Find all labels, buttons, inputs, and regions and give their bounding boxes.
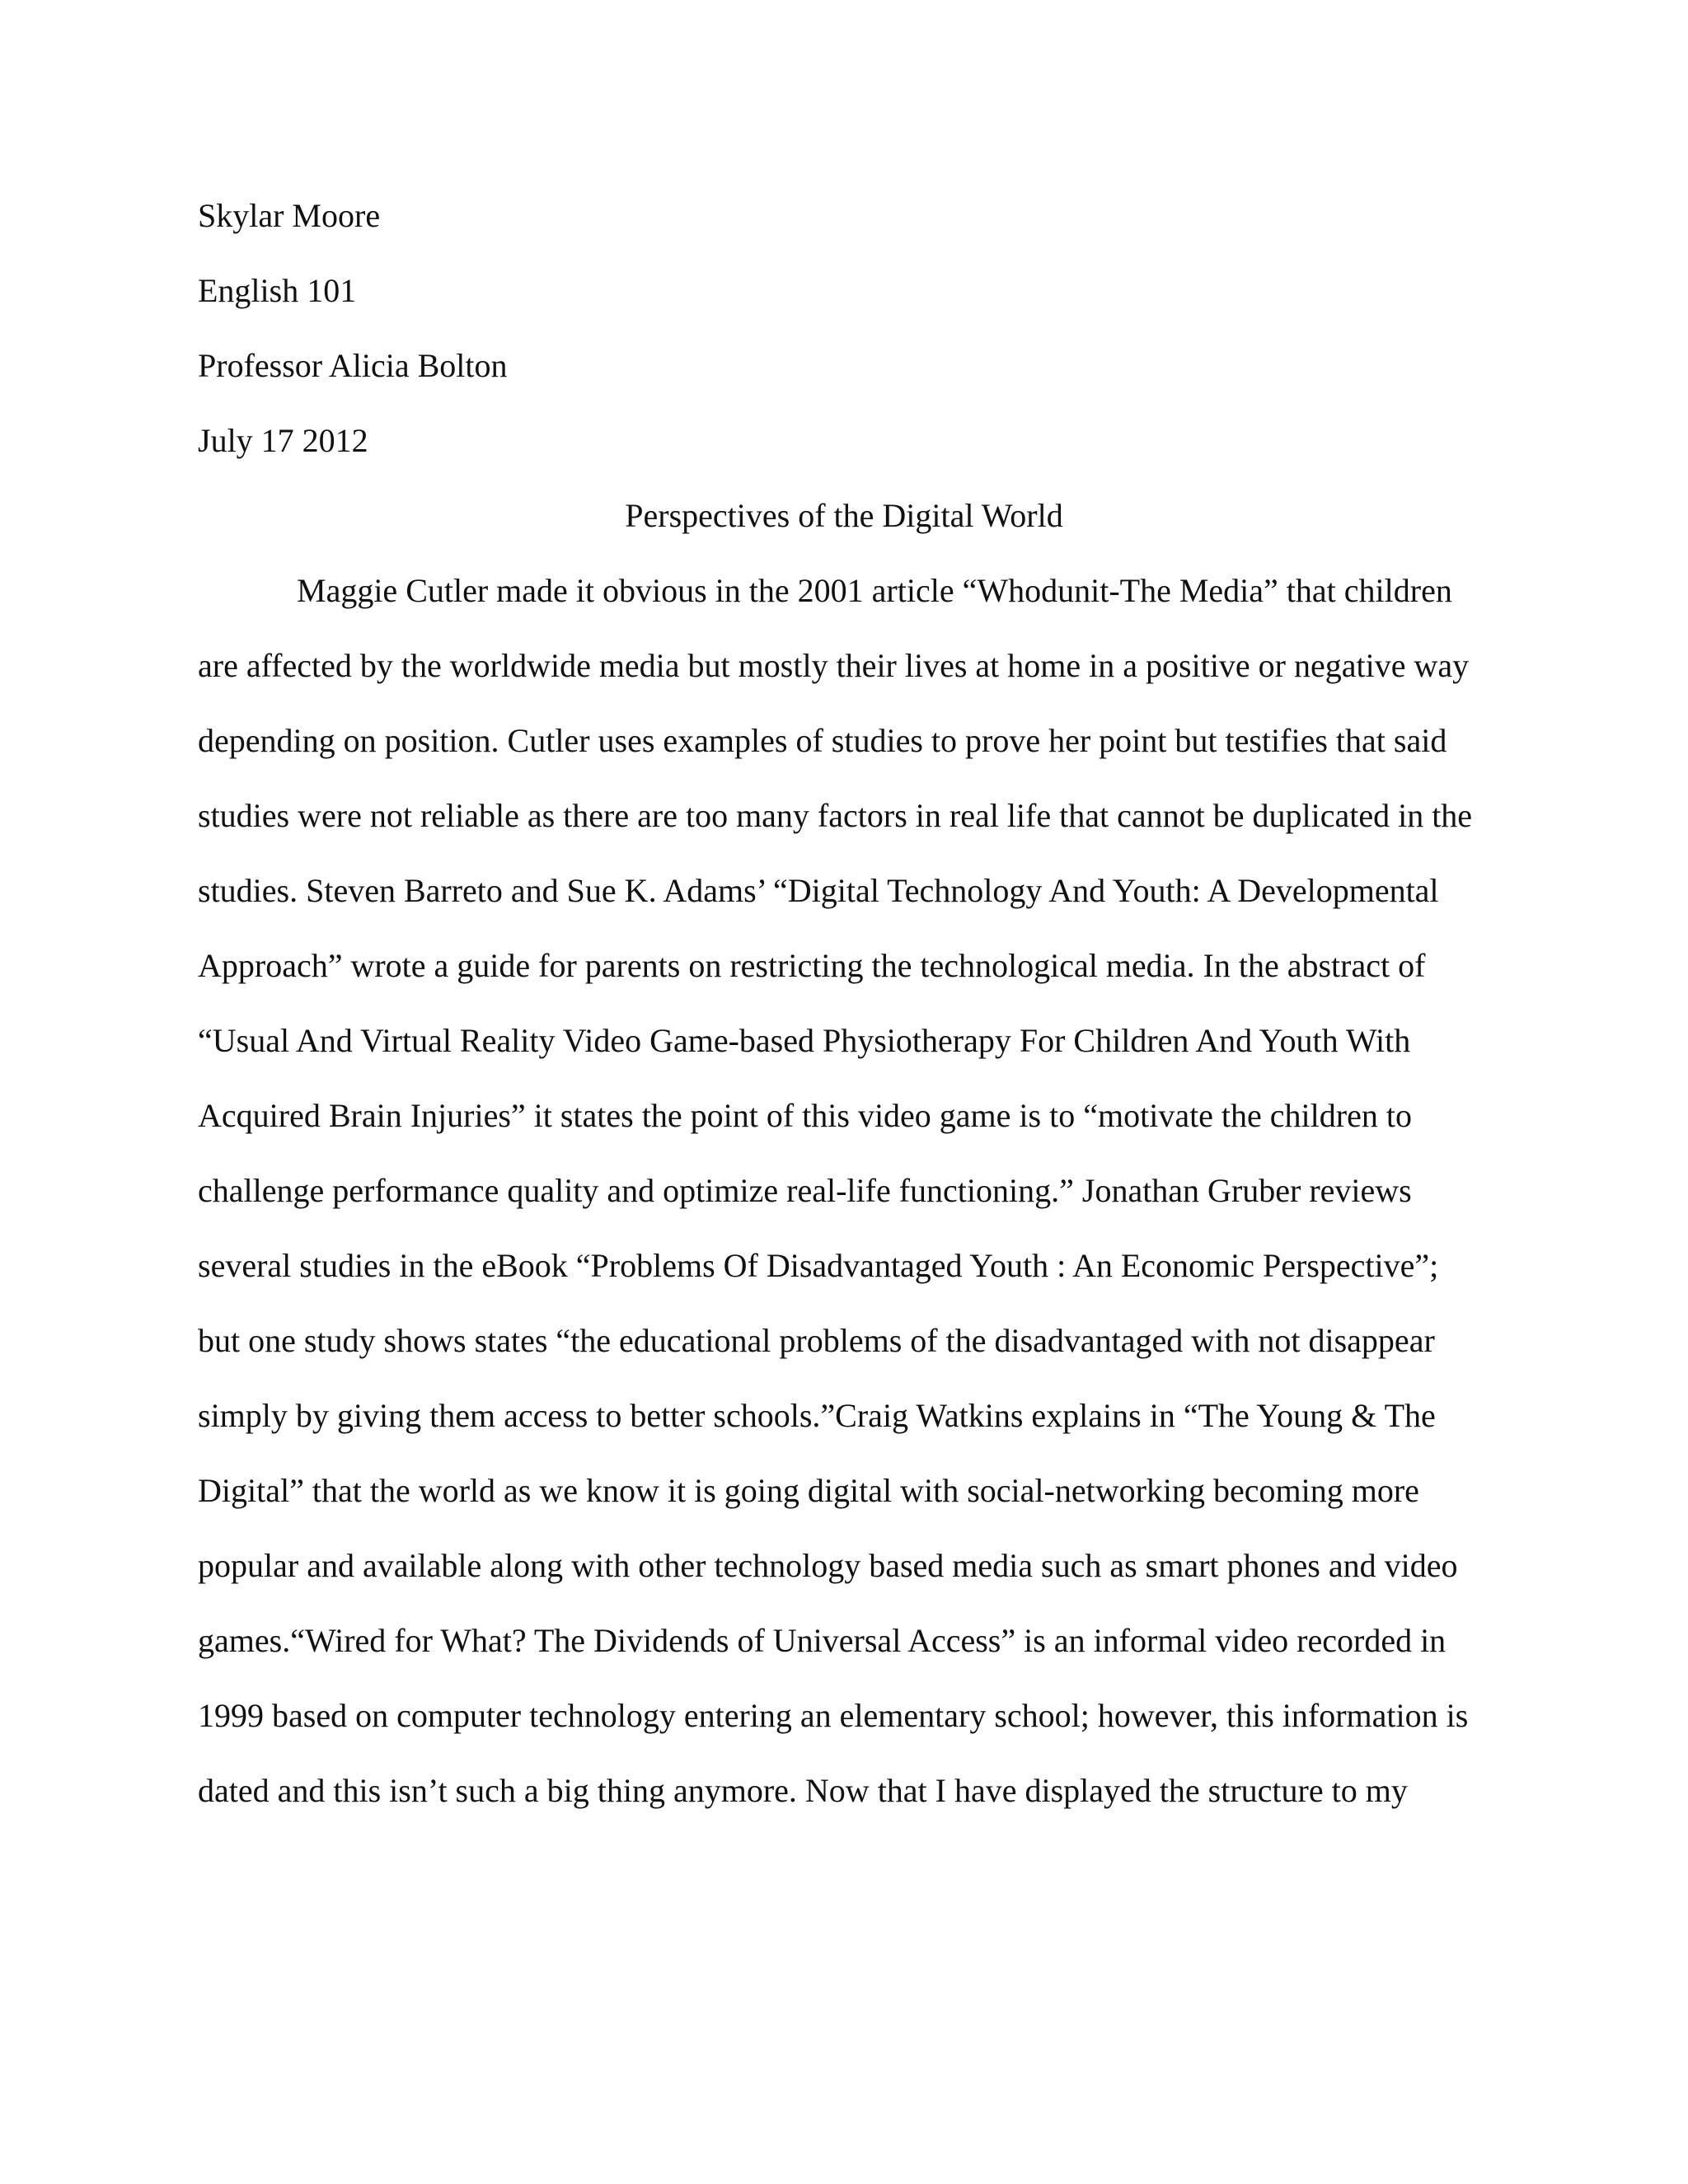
professor-name: Professor Alicia Bolton bbox=[198, 347, 508, 384]
body-line: Acquired Brain Injuries” it states the point of this video game is to “motivate the children to bbox=[198, 1097, 1412, 1134]
body-line: dated and this isn’t such a big thing anymore. Now that I have displayed the structure to my bbox=[198, 1772, 1408, 1809]
body-line: Maggie Cutler made it obvious in the 2001 article “Whodunit-The Media” that children bbox=[297, 572, 1452, 609]
course-name: English 101 bbox=[198, 272, 357, 309]
body-line: “Usual And Virtual Reality Video Game-based Physiotherapy For Children And Youth With bbox=[198, 1022, 1411, 1059]
body-line: challenge performance quality and optimize real-life functioning.” Jonathan Gruber reviews bbox=[198, 1172, 1412, 1209]
body-line: are affected by the worldwide media but mostly their lives at home in a positive or negative way bbox=[198, 647, 1470, 684]
body-line: games.“Wired for What? The Dividends of Universal Access” is an informal video recorded in bbox=[198, 1622, 1447, 1659]
body-line: simply by giving them access to better schools.”Craig Watkins explains in “The Young & The bbox=[198, 1397, 1436, 1434]
body-line: studies were not reliable as there are too many factors in real life that cannot be duplicated in the bbox=[198, 797, 1473, 834]
author-name: Skylar Moore bbox=[198, 197, 381, 234]
body-line: studies. Steven Barreto and Sue K. Adams’ “Digital Technology And Youth: A Developmental bbox=[198, 872, 1439, 909]
essay-date: July 17 2012 bbox=[198, 422, 368, 459]
body-line: Approach” wrote a guide for parents on restricting the technological media. In the abstract of bbox=[198, 947, 1426, 984]
essay-title: Perspectives of the Digital World bbox=[625, 497, 1063, 534]
body-line: Digital” that the world as we know it is going digital with social-networking becoming more bbox=[198, 1472, 1419, 1509]
body-line: popular and available along with other technology based media such as smart phones and video bbox=[198, 1547, 1458, 1584]
body-line: but one study shows states “the educational problems of the disadvantaged with not disappear bbox=[198, 1322, 1435, 1359]
body-line: depending on position. Cutler uses examples of studies to prove her point but testifies that said bbox=[198, 722, 1447, 759]
body-line: several studies in the eBook “Problems Of Disadvantaged Youth : An Economic Perspective”; bbox=[198, 1247, 1439, 1284]
body-line: 1999 based on computer technology entering an elementary school; however, this information is bbox=[198, 1697, 1469, 1734]
